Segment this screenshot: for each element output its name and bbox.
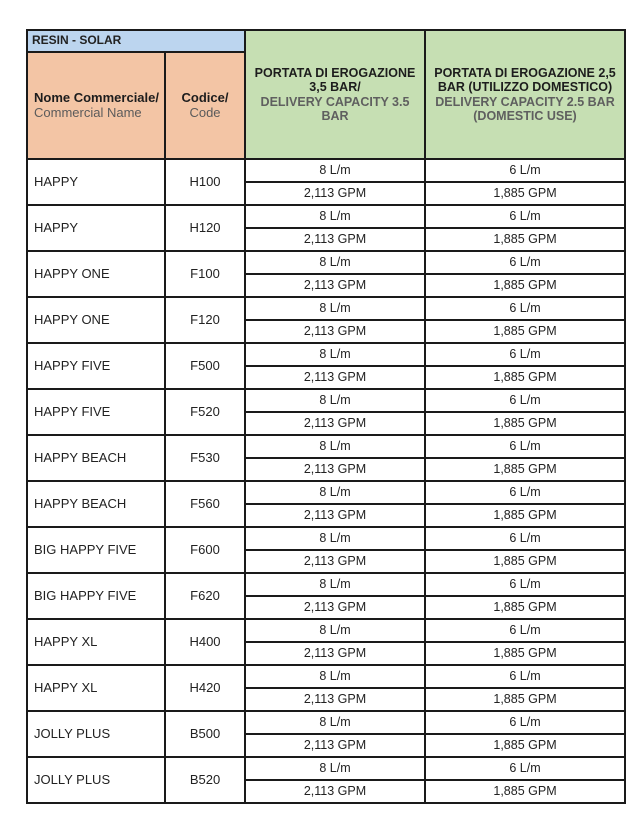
capacity-2-5-gpm: 1,885 GPM xyxy=(425,642,625,665)
capacity-2-5-lpm: 6 L/m xyxy=(425,573,625,596)
header-code-it: Codice/ xyxy=(181,89,229,105)
capacity-3-5-gpm: 2,113 GPM xyxy=(245,320,425,343)
capacity-2-5-lpm: 6 L/m xyxy=(425,435,625,458)
product-name: HAPPY xyxy=(27,159,165,205)
capacity-3-5-lpm: 8 L/m xyxy=(245,343,425,366)
product-code: F530 xyxy=(165,435,245,481)
capacity-3-5-lpm: 8 L/m xyxy=(245,435,425,458)
table-row xyxy=(27,435,625,458)
capacity-3-5-lpm: 8 L/m xyxy=(245,527,425,550)
capacity-2-5-lpm: 6 L/m xyxy=(425,343,625,366)
header-commercial-name xyxy=(27,52,165,159)
capacity-2-5-lpm: 6 L/m xyxy=(425,527,625,550)
table-row xyxy=(27,573,625,596)
capacity-3-5-gpm: 2,113 GPM xyxy=(245,642,425,665)
capacity-2-5-lpm: 6 L/m xyxy=(425,389,625,412)
capacity-3-5-lpm: 8 L/m xyxy=(245,481,425,504)
product-code: F560 xyxy=(165,481,245,527)
table-row xyxy=(27,389,625,412)
capacity-2-5-gpm: 1,885 GPM xyxy=(425,550,625,573)
capacity-2-5-gpm: 1,885 GPM xyxy=(425,688,625,711)
capacity-3-5-gpm: 2,113 GPM xyxy=(245,274,425,297)
product-code: H400 xyxy=(165,619,245,665)
header-name-en: Commercial Name xyxy=(34,104,142,120)
product-name: HAPPY ONE xyxy=(27,251,165,297)
capacity-3-5-gpm: 2,113 GPM xyxy=(245,734,425,757)
capacity-3-5-lpm: 8 L/m xyxy=(245,251,425,274)
capacity-2-5-lpm: 6 L/m xyxy=(425,481,625,504)
header-name-it: Nome Commerciale/ xyxy=(34,89,159,105)
product-name: HAPPY BEACH xyxy=(27,435,165,481)
product-name: HAPPY FIVE xyxy=(27,343,165,389)
capacity-2-5-gpm: 1,885 GPM xyxy=(425,596,625,619)
capacity-2-5-gpm: 1,885 GPM xyxy=(425,734,625,757)
capacity-3-5-lpm: 8 L/m xyxy=(245,159,425,182)
capacity-2-5-gpm: 1,885 GPM xyxy=(425,274,625,297)
capacity-2-5-gpm: 1,885 GPM xyxy=(425,458,625,481)
header-delivery-3-5-en: DELIVERY CAPACITY 3.5 BAR xyxy=(260,94,410,123)
product-name: HAPPY BEACH xyxy=(27,481,165,527)
capacity-3-5-lpm: 8 L/m xyxy=(245,757,425,780)
table-row xyxy=(27,711,625,734)
table-row xyxy=(27,205,625,228)
category-banner: RESIN - SOLAR xyxy=(27,30,245,52)
capacity-3-5-gpm: 2,113 GPM xyxy=(245,504,425,527)
capacity-3-5-gpm: 2,113 GPM xyxy=(245,228,425,251)
capacity-2-5-lpm: 6 L/m xyxy=(425,619,625,642)
header-code-en: Code xyxy=(189,104,221,120)
product-name: JOLLY PLUS xyxy=(27,757,165,803)
product-code: F500 xyxy=(165,343,245,389)
capacity-2-5-lpm: 6 L/m xyxy=(425,665,625,688)
capacity-2-5-lpm: 6 L/m xyxy=(425,297,625,320)
table-row xyxy=(27,343,625,366)
capacity-2-5-lpm: 6 L/m xyxy=(425,159,625,182)
product-code: F120 xyxy=(165,297,245,343)
banner-row xyxy=(27,30,625,52)
product-name: JOLLY PLUS xyxy=(27,711,165,757)
capacity-2-5-gpm: 1,885 GPM xyxy=(425,412,625,435)
table-row xyxy=(27,619,625,642)
product-code: B520 xyxy=(165,757,245,803)
product-code: F520 xyxy=(165,389,245,435)
capacity-2-5-lpm: 6 L/m xyxy=(425,757,625,780)
capacity-2-5-gpm: 1,885 GPM xyxy=(425,228,625,251)
capacity-3-5-gpm: 2,113 GPM xyxy=(245,550,425,573)
capacity-2-5-gpm: 1,885 GPM xyxy=(425,504,625,527)
capacity-3-5-gpm: 2,113 GPM xyxy=(245,366,425,389)
header-delivery-3-5-it: PORTATA DI EROGAZIONE 3,5 BAR/ xyxy=(254,65,416,95)
capacity-3-5-lpm: 8 L/m xyxy=(245,389,425,412)
capacity-3-5-gpm: 2,113 GPM xyxy=(245,596,425,619)
table-row xyxy=(27,665,625,688)
product-code: H120 xyxy=(165,205,245,251)
table-row xyxy=(27,159,625,182)
table-row xyxy=(27,251,625,274)
header-delivery-3-5 xyxy=(245,30,425,159)
table-row xyxy=(27,481,625,504)
capacity-3-5-gpm: 2,113 GPM xyxy=(245,458,425,481)
capacity-2-5-gpm: 1,885 GPM xyxy=(425,182,625,205)
product-code: H420 xyxy=(165,665,245,711)
capacity-3-5-gpm: 2,113 GPM xyxy=(245,412,425,435)
capacity-3-5-lpm: 8 L/m xyxy=(245,619,425,642)
header-delivery-2-5-en: DELIVERY CAPACITY 2.5 BAR (DOMESTIC USE) xyxy=(435,94,615,123)
capacity-3-5-lpm: 8 L/m xyxy=(245,297,425,320)
product-table xyxy=(26,29,626,804)
product-code: B500 xyxy=(165,711,245,757)
capacity-2-5-gpm: 1,885 GPM xyxy=(425,320,625,343)
capacity-2-5-gpm: 1,885 GPM xyxy=(425,366,625,389)
product-name: HAPPY XL xyxy=(27,665,165,711)
product-code: F620 xyxy=(165,573,245,619)
capacity-3-5-lpm: 8 L/m xyxy=(245,573,425,596)
product-code: F100 xyxy=(165,251,245,297)
capacity-2-5-gpm: 1,885 GPM xyxy=(425,780,625,803)
table-row xyxy=(27,297,625,320)
header-delivery-2-5 xyxy=(425,30,625,159)
product-name: BIG HAPPY FIVE xyxy=(27,573,165,619)
table-body xyxy=(27,30,625,803)
capacity-2-5-lpm: 6 L/m xyxy=(425,251,625,274)
header-delivery-2-5-it: PORTATA DI EROGAZIONE 2,5 BAR (UTILIZZO DOMESTICO) xyxy=(434,65,616,95)
capacity-3-5-gpm: 2,113 GPM xyxy=(245,780,425,803)
capacity-2-5-lpm: 6 L/m xyxy=(425,205,625,228)
capacity-3-5-lpm: 8 L/m xyxy=(245,205,425,228)
product-code: F600 xyxy=(165,527,245,573)
capacity-2-5-lpm: 6 L/m xyxy=(425,711,625,734)
capacity-3-5-lpm: 8 L/m xyxy=(245,665,425,688)
product-name: BIG HAPPY FIVE xyxy=(27,527,165,573)
capacity-3-5-gpm: 2,113 GPM xyxy=(245,182,425,205)
capacity-3-5-gpm: 2,113 GPM xyxy=(245,688,425,711)
table-row xyxy=(27,527,625,550)
table-row xyxy=(27,757,625,780)
header-code xyxy=(165,52,245,159)
product-name: HAPPY FIVE xyxy=(27,389,165,435)
product-code: H100 xyxy=(165,159,245,205)
capacity-3-5-lpm: 8 L/m xyxy=(245,711,425,734)
product-name: HAPPY XL xyxy=(27,619,165,665)
product-name: HAPPY xyxy=(27,205,165,251)
product-name: HAPPY ONE xyxy=(27,297,165,343)
